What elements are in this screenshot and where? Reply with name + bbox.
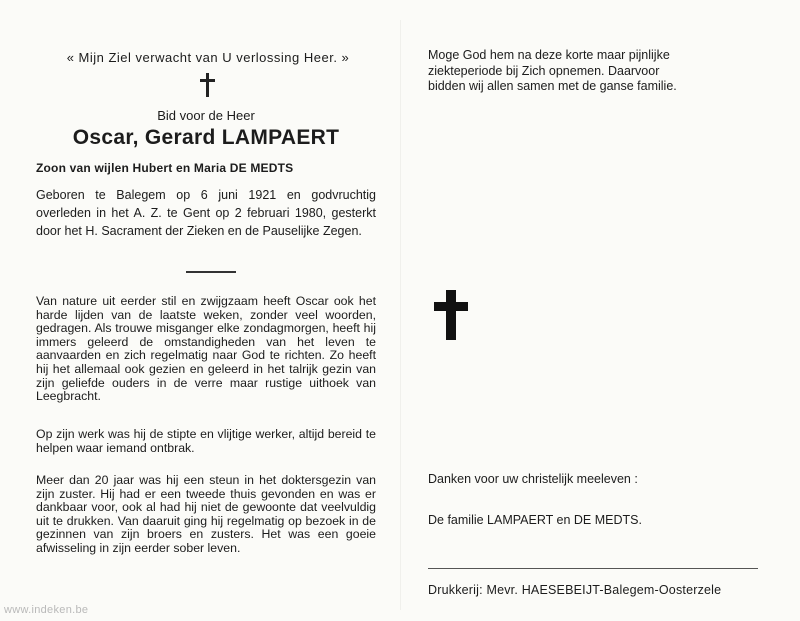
closing-prayer: Moge God hem na deze korte maar pijnlijke ziekteperiode bij Zich opnemen. Daarvoor bidden wij allen samen met de ganse familie. bbox=[428, 48, 677, 93]
biography-paragraph: Meer dan 20 jaar was hij een steun in het doktersgezin van zijn zuster. Hij had er een tweede thuis gevonden en was er dankbaar voor, ook al had hij niet de gewoonte dat veelvuldig uit te drukken. Van daaruit ging hij regelmatig op bezoek in de gezinnen van zijn broers en zusters. Het was een goeie afwisseling in zijn eerder sober leven. bbox=[36, 473, 376, 555]
parents-line: Zoon van wijlen Hubert en Maria DE MEDTS bbox=[36, 161, 294, 175]
printer-credit: Drukkerij: Mevr. HAESEBEIJT-Balegem-Oosterzele bbox=[428, 583, 722, 597]
prayer-request: Bid voor de Heer bbox=[157, 108, 255, 123]
cross-icon bbox=[199, 73, 215, 97]
birth-death-paragraph: Geboren te Balegem op 6 juni 1921 en godvruchtig overleden in het A. Z. te Gent op 2 februari 1980, gesterkt door het H. Sacrament der Zieken en de Pauselijke Zegen. bbox=[36, 188, 376, 238]
card-fold bbox=[400, 20, 401, 610]
biography-paragraph: Van nature uit eerder stil en zwijgzaam heeft Oscar ook het harde lijden van de laatste weken, zonder veel woorden, gedragen. Als trouwe misganger elke zondagmorgen, heeft hij immers geleerd de omstandigheden van het leven te aanvaarden en zich regelmatig naar God te richten. Zo heeft hij het allemaal ook gezien en geleerd in het talrijk gezin van zijn geliefde ouders in de verre maar rustige uithoek van Leegbracht. bbox=[36, 294, 376, 404]
deceased-name: Oscar, Gerard LAMPAERT bbox=[72, 126, 340, 149]
thanks-line: Danken voor uw christelijk meeleven : bbox=[428, 472, 638, 486]
watermark: www.indeken.be bbox=[4, 604, 89, 616]
family-signature: De familie LAMPAERT en DE MEDTS. bbox=[428, 513, 642, 527]
divider bbox=[428, 568, 758, 569]
biography-paragraph: Op zijn werk was hij de stipte en vlijtige werker, altijd bereid te helpen waar iemand ontbrak. bbox=[36, 427, 376, 455]
motto: « Mijn Ziel verwacht van U verlossing Heer. » bbox=[66, 50, 350, 65]
divider bbox=[186, 271, 236, 273]
large-cross-icon bbox=[434, 290, 468, 340]
